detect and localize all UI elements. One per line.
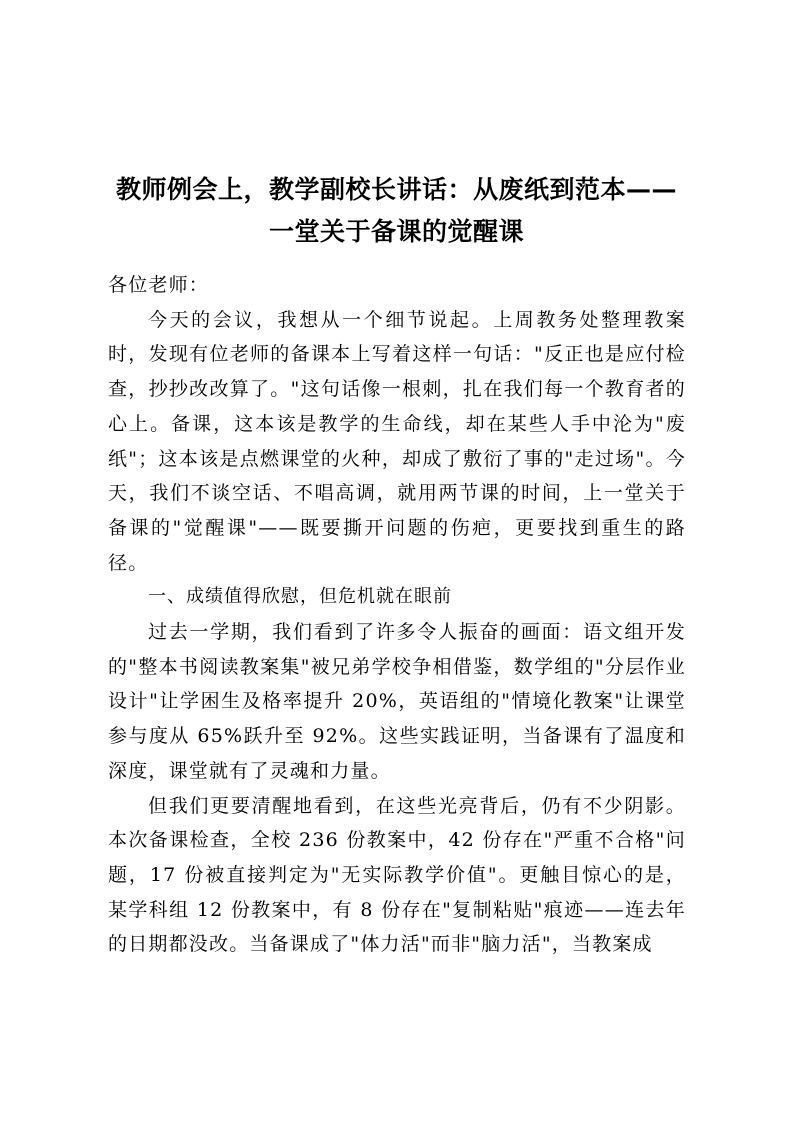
title-line-2: 一堂关于备课的觉醒课 (268, 216, 524, 246)
paragraph-intro: 今天的会议，我想从一个细节说起。上周教务处整理教案时，发现有位老师的备课本上写着这样一句话："反正也是应付检查，抄抄改改算了。"这句话像一根刺，扎在我们每一个教育者的心上。备课，这本该是教学的生命线，却在某些人手中沦为"废纸"；这本该是点燃课堂的火种，却成了敷衍了事的"走过场"。今天，我们不谈空话、不唱高调，就用两节课的时间，上一堂关于备课的"觉醒课"——既要撕开问题的伤疤，更要找到重生的路径。 (108, 308, 686, 574)
paragraph-problems: 但我们更要清醒地看到，在这些光亮背后，仍有不少阴影。本次备课检查，全校 236 份教案中，42 份存在"严重不合格"问题，17 份被直接判定为"无实际教学价值"。更触目惊心的是，某学科组 12 份教案中，有 8 份存在"复制粘贴"痕迹——连去年的日期都没改。当备课成了"体力活"而非"脑力活"，当教案成 (108, 794, 686, 956)
document-title (100, 169, 693, 253)
section-heading-1: 一、成绩值得欣慰，但危机就在眼前 (148, 586, 452, 608)
title-line-1: 教师例会上，教学副校长讲话：从废纸到范本—— (115, 174, 677, 204)
document-body (108, 268, 686, 962)
salutation: 各位老师： (108, 274, 210, 296)
paragraph-achievements: 过去一学期，我们看到了许多令人振奋的画面：语文组开发的"整本书阅读教案集"被兄弟学校争相借鉴，数学组的"分层作业设计"让学困生及格率提升 20%，英语组的"情境化教案"让课堂参与度从 65%跃升至 92%。这些实践证明，当备课有了温度和深度，课堂就有了灵魂和力量。 (108, 621, 686, 782)
